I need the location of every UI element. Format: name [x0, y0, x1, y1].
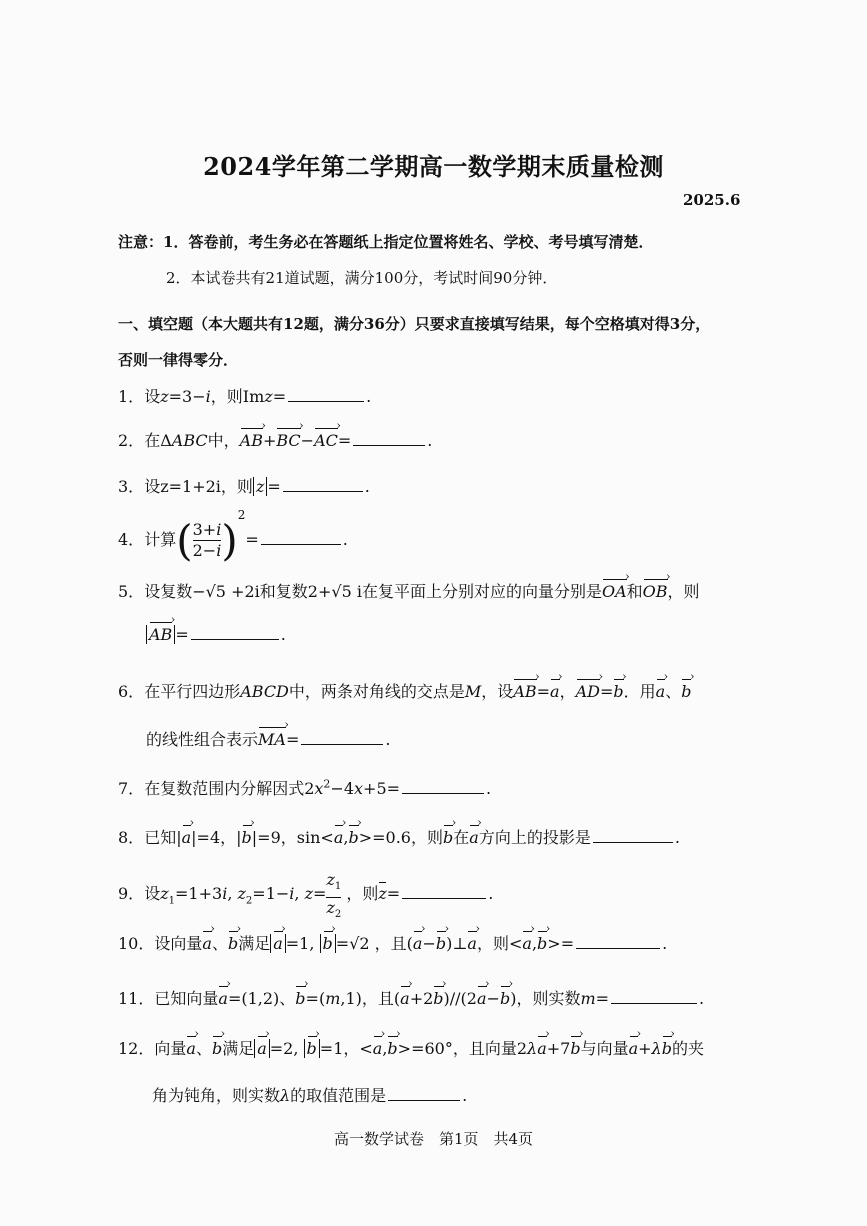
answer-blank [283, 477, 363, 492]
note-1-text: 1．答卷前，考生务必在答题纸上指定位置将姓名、学校、考号填写清楚． [163, 233, 654, 251]
answer-blank [261, 530, 341, 545]
question-number: 5． [118, 582, 145, 601]
question-10: 10．设向量a ›、b ›满足 a › =1, b › =√2 ，且(a ›−b ›)⊥a ›，则<a ›,b ›>= . [118, 931, 667, 954]
question-8: 8．已知|a ›|=4，|b ›|=9，sin<a ›,b ›>=0.6，则b ›在a ›方向上的投影是 . [118, 825, 680, 848]
question-4: 4．计算( $\frac{3+i}{2-i}$ )$^2$= . [118, 508, 348, 565]
question-number: 7． [118, 779, 145, 798]
question-number: 10． [118, 934, 155, 953]
section-1-heading: 一、填空题（本大题共有12题，满分36分）只要求直接填写结果，每个空格填对得3分， [118, 315, 711, 333]
question-3: 3．设z=1+2i，则 z = . [118, 474, 370, 497]
answer-blank [353, 431, 425, 446]
answer-blank [402, 884, 486, 899]
answer-blank [388, 1086, 460, 1101]
question-6-cont: 的线性组合表示MA ›= . [146, 727, 390, 750]
question-number: 8． [118, 828, 145, 847]
note-label: 注意： [118, 233, 164, 251]
answer-blank [301, 730, 383, 745]
question-1: 1．设z=3−i，则Imz= . [118, 384, 371, 407]
answer-blank [288, 387, 364, 402]
question-number: 2． [118, 431, 145, 450]
page-title: 2024学年第二学期高一数学期末质量检测 [203, 152, 664, 181]
question-number: 12． [118, 1039, 155, 1058]
page-footer: 高一数学试卷 第1页 共4页 [333, 1130, 534, 1148]
question-12: 12．向量a ›、b ›满足 a › =2, b › =1，<a ›,b ›>=60°，且向量2λa ›+7b ›与向量a ›+λb ›的夹 [118, 1036, 704, 1059]
note-2: 2．本试卷共有21道试题，满分100分，考试时间90分钟． [166, 269, 558, 287]
answer-blank [402, 779, 484, 794]
note-1 [118, 231, 653, 252]
exam-date: 2025.6 [683, 191, 741, 209]
question-2: 2．在ΔABC中，AB ›+BC ›−AC ›= . [118, 428, 432, 451]
question-6: 6．在平行四边形ABCD中，两条对角线的交点是M，设AB ›=a ›，AD ›=b ›．用a ›、b › [118, 679, 691, 702]
answer-blank [611, 989, 697, 1004]
answer-blank [191, 625, 279, 640]
question-number: 9． [118, 884, 145, 904]
question-5-cont: AB › = . [146, 625, 286, 644]
question-12-cont: 角为钝角，则实数λ的取值范围是 . [152, 1086, 468, 1105]
question-number: 11． [118, 989, 155, 1008]
answer-blank [576, 934, 660, 949]
question-number: 1． [118, 387, 145, 406]
answer-blank [593, 828, 673, 843]
question-11: 11．已知向量a ›=(1,2)、b ›=(m,1)，且(a ›+2b ›)//(2a ›−b ›)，则实数m= . [118, 986, 704, 1009]
question-9: 9．设$z_1=1+3i$, $z_2=1-i$, z= $\frac{z_1}{z_2}$ ，则z= . [118, 870, 494, 921]
section-1-heading-cont: 否则一律得零分． [118, 351, 239, 369]
question-number: 3． [118, 477, 145, 496]
question-7: 7．在复数范围内分解因式$2x^2-4x+5=$ . [118, 777, 492, 798]
question-number: 4． [118, 530, 145, 549]
question-number: 6． [118, 682, 145, 701]
question-5: 5．设复数−√5 +2i和复数2+√5 i在复平面上分别对应的向量分别是OA ›和OB ›，则 [118, 579, 700, 602]
